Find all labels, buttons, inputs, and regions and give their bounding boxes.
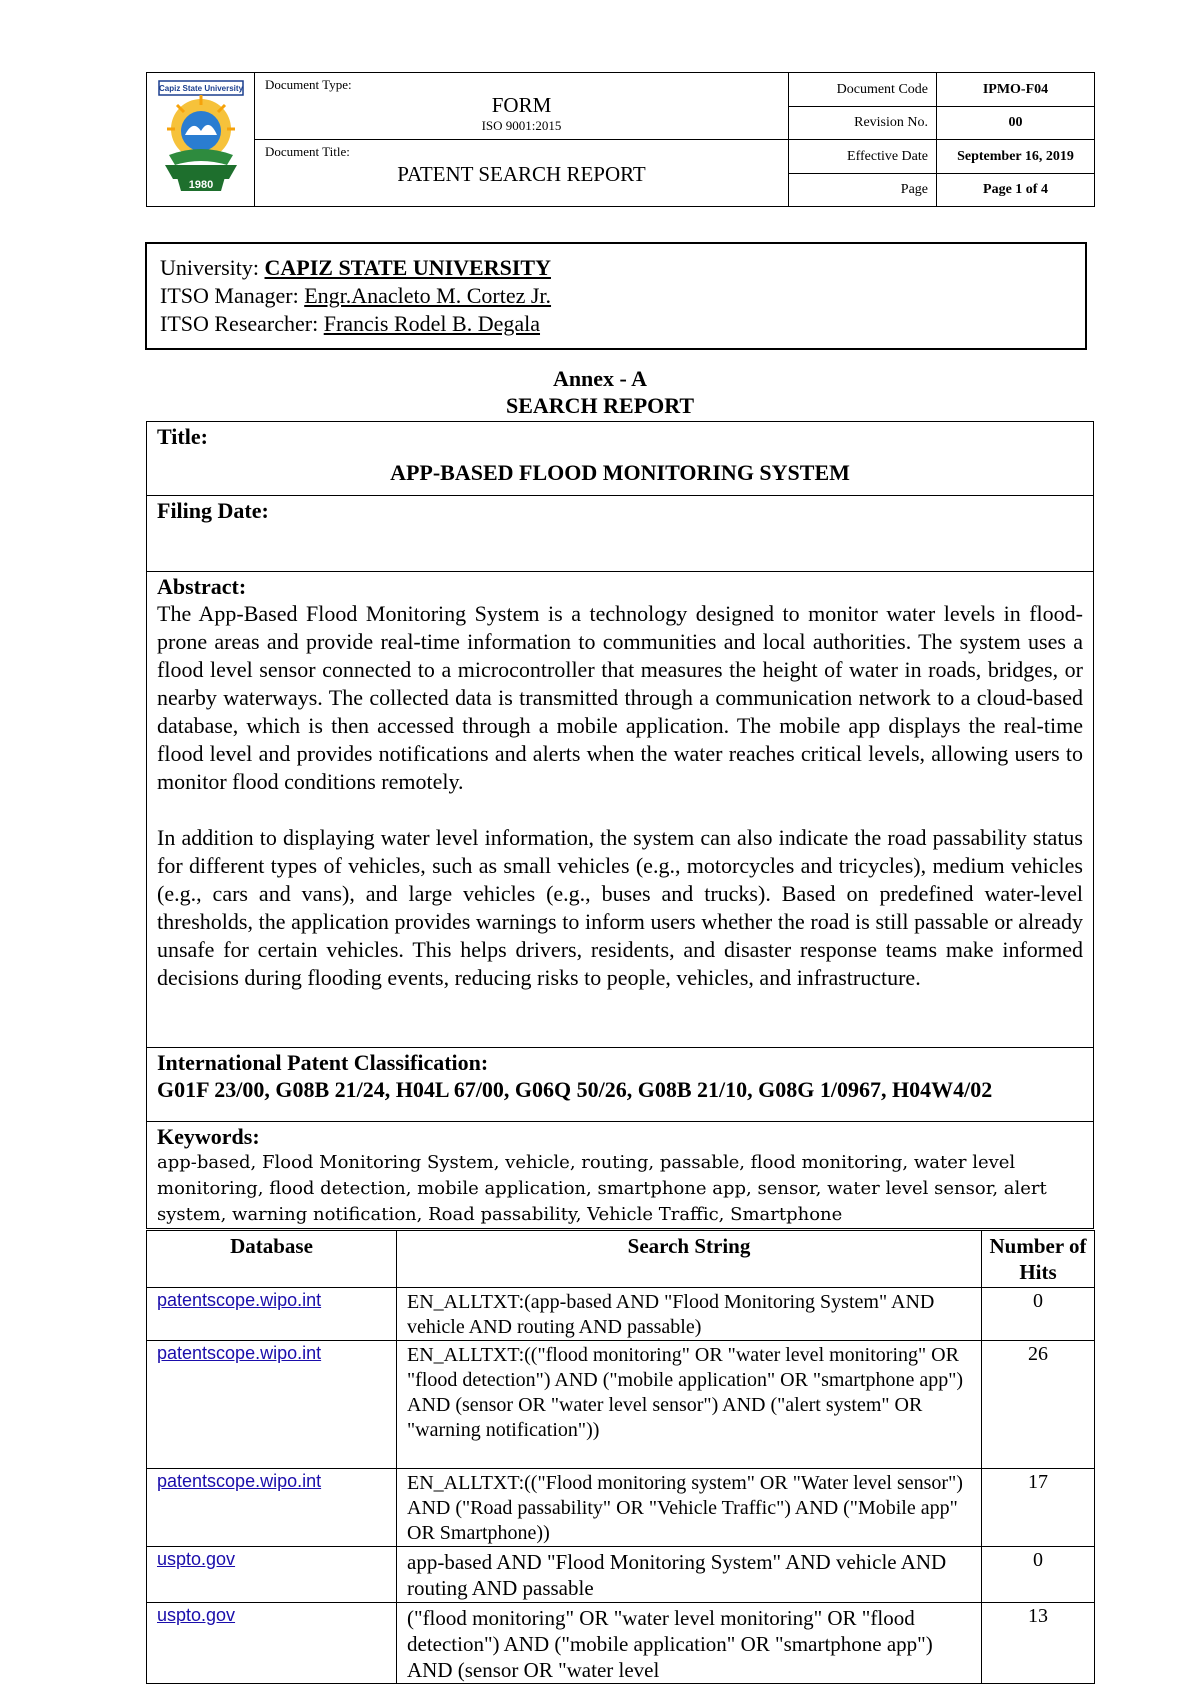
manager-line — [160, 282, 1072, 310]
university-name: CAPIZ STATE UNIVERSITY — [264, 255, 551, 280]
keywords-cell — [147, 1122, 1094, 1229]
researcher-name: Francis Rodel B. Degala — [323, 311, 541, 336]
search-results-table — [146, 1230, 1095, 1684]
search-string: ("flood monitoring" OR "water level monitoring" OR "flood detection") AND ("mobile application" OR "smartphone app") AND (sensor OR "water level — [397, 1603, 982, 1684]
manager-name: Engr.Anacleto M. Cortez Jr. — [304, 283, 552, 308]
revision-label: Revision No. — [789, 107, 937, 140]
university-line — [160, 254, 1072, 282]
doc-type-label: Document Type: — [265, 77, 352, 92]
title-label: Title: — [157, 424, 208, 449]
itso-info-box — [145, 242, 1087, 350]
ipc-codes: G01F 23/00, G08B 21/24, H04L 67/00, G06Q 50/26, G08B 21/10, G08G 1/0967, H04W4/02 — [157, 1077, 993, 1102]
report-table — [146, 421, 1094, 1229]
hits-header: Number of Hits — [982, 1231, 1095, 1288]
hit-count: 26 — [982, 1341, 1095, 1469]
logo-cell — [147, 73, 255, 207]
doc-title-label: Document Title: — [265, 144, 350, 159]
abstract-paragraph-1: The App-Based Flood Monitoring System is a technology designed to monitor water levels in flood-prone areas and provide real-time information to communities and local authorities. The system uses a flood level sensor connected to a microcontroller that measures the height of water in roads, bridges, or nearby waterways. The collected data is transmitted through a communication network to a cloud-based database, which is then accessed through a mobile application. The mobile app displays the real-time flood level and provides notifications and alerts when the water reaches critical levels, allowing users to monitor flood conditions remotely. — [157, 601, 1083, 794]
manager-label: ITSO Manager: — [160, 283, 305, 308]
search-string: EN_ALLTXT:(("flood monitoring" OR "water level monitoring" OR "flood detection") AND ("mobile application" OR "smartphone app") AND (sensor OR "water level sensor") AND ("alert system" OR "warning notification")) — [397, 1341, 982, 1469]
search-string: EN_ALLTXT:(app-based AND "Flood Monitoring System" AND vehicle AND routing AND passable) — [397, 1288, 982, 1341]
researcher-label: ITSO Researcher: — [160, 311, 324, 336]
page-value: Page 1 of 4 — [937, 174, 1095, 207]
search-string: EN_ALLTXT:(("Flood monitoring system" OR "Water level sensor") AND ("Road passability" OR "Vehicle Traffic") AND ("Mobile app" OR Smartphone)) — [397, 1469, 982, 1547]
seal-year: 1980 — [188, 179, 214, 191]
database-link[interactable]: patentscope.wipo.int — [157, 1290, 322, 1310]
abstract-cell — [147, 572, 1094, 1048]
table-row — [147, 1288, 1095, 1341]
title-cell — [147, 422, 1094, 496]
table-row — [147, 1603, 1095, 1684]
page-label: Page — [789, 174, 937, 207]
table-row — [147, 1341, 1095, 1469]
database-header: Database — [147, 1231, 397, 1288]
keywords-label: Keywords: — [157, 1124, 260, 1149]
search-string-header: Search String — [397, 1231, 982, 1288]
doc-type-cell — [255, 73, 789, 140]
database-link[interactable]: uspto.gov — [157, 1549, 236, 1569]
annex-heading: Annex - A — [552, 366, 648, 391]
doc-type-value: FORM — [491, 93, 552, 117]
ipc-cell — [147, 1048, 1094, 1122]
database-link[interactable]: uspto.gov — [157, 1605, 236, 1625]
table-row — [147, 1547, 1095, 1603]
hit-count: 0 — [982, 1547, 1095, 1603]
hit-count: 13 — [982, 1603, 1095, 1684]
filing-date-cell — [147, 496, 1094, 572]
search-string: app-based AND "Flood Monitoring System" AND vehicle AND routing AND passable — [397, 1547, 982, 1603]
keywords-text: app-based, Flood Monitoring System, vehicle, routing, passable, flood monitoring, water level monitoring, flood detection, mobile application, smartphone app, sensor, water level sensor, alert system, warning notification, Road passability, Vehicle Traffic, Smartphone — [157, 1152, 1047, 1225]
effective-date-value: September 16, 2019 — [937, 140, 1095, 174]
effective-date-label: Effective Date — [789, 140, 937, 174]
invention-title: APP-BASED FLOOD MONITORING SYSTEM — [390, 460, 850, 485]
doc-code-value: IPMO-F04 — [937, 73, 1095, 107]
database-link[interactable]: patentscope.wipo.int — [157, 1343, 322, 1363]
search-report-heading: SEARCH REPORT — [505, 393, 695, 418]
seal-text: Capiz State University — [158, 84, 244, 93]
abstract-paragraph-2: In addition to displaying water level information, the system can also indicate the road passability status for different types of vehicles, such as small vehicles (e.g., motorcycles and tricycles), medium vehicles (e.g., cars and vans), and large vehicles (e.g., buses and trucks). Based on predefined water-level thresholds, the application provides warnings to inform users whether the road is still passable or already unsafe for certain vehicles. This helps drivers, residents, and disaster response teams make informed decisions during flooding events, reducing risks to people, vehicles, and infrastructure. — [157, 825, 1083, 990]
ipc-label: International Patent Classification: — [157, 1050, 489, 1075]
doc-title-value: PATENT SEARCH REPORT — [397, 162, 646, 186]
university-seal-icon — [155, 79, 247, 197]
hit-count: 0 — [982, 1288, 1095, 1341]
revision-value: 00 — [937, 107, 1095, 140]
researcher-line — [160, 310, 1072, 338]
document-header — [146, 72, 1095, 207]
hit-count: 17 — [982, 1469, 1095, 1547]
iso-standard: ISO 9001:2015 — [481, 118, 562, 133]
doc-code-label: Document Code — [789, 73, 937, 107]
database-link[interactable]: patentscope.wipo.int — [157, 1471, 322, 1491]
doc-title-cell — [255, 140, 789, 207]
university-label: University: — [160, 255, 265, 280]
filing-date-label: Filing Date: — [157, 498, 269, 523]
table-row — [147, 1469, 1095, 1547]
abstract-label: Abstract: — [157, 574, 247, 599]
table-header-row — [147, 1231, 1095, 1288]
